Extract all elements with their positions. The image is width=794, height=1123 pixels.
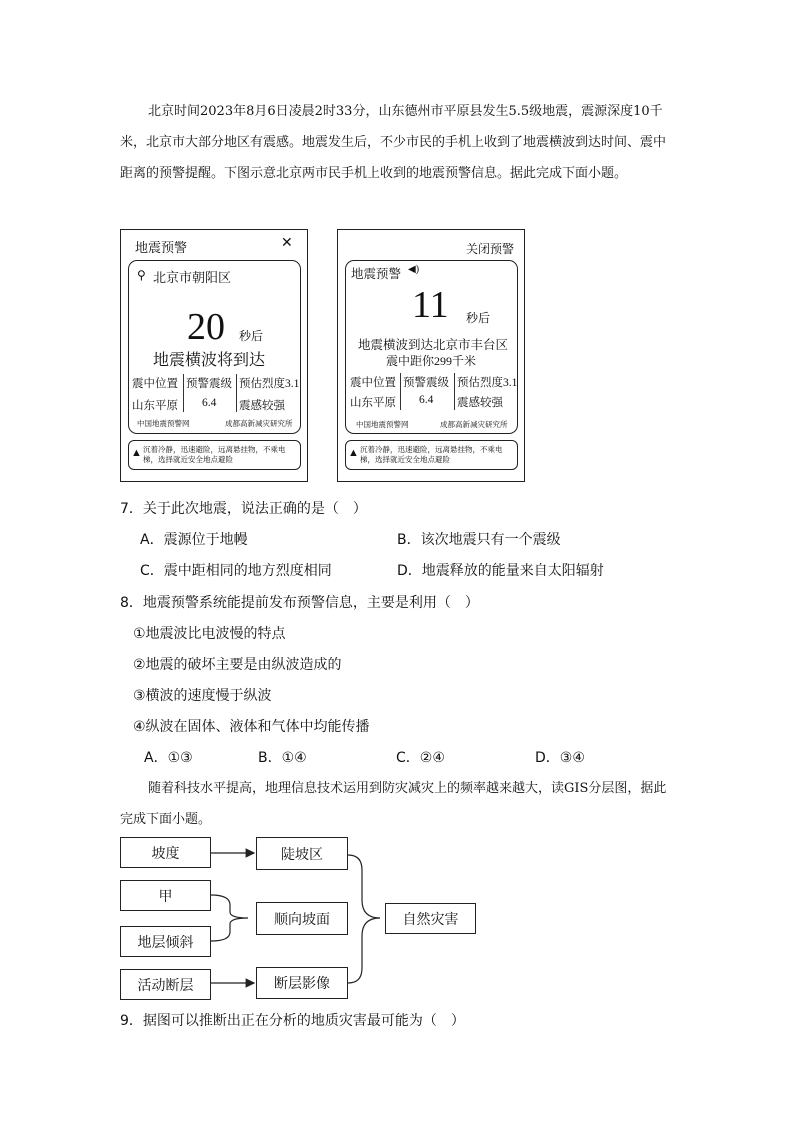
phone2-title: 地震预警 — [351, 267, 402, 281]
brace-jia-strata — [211, 895, 248, 941]
phone1-location: 北京市朝阳区 — [153, 270, 232, 285]
warning-icon: ▲ — [131, 447, 142, 459]
q8-option-b[interactable]: B．①④ — [258, 750, 307, 766]
q8-statement-1: ①地震波比电波慢的特点 — [133, 626, 286, 642]
box-jia: 甲 — [120, 880, 211, 911]
phone1-footer-left: 中国地震预警网 — [137, 419, 190, 428]
phone2-col2-head: 预警震级 — [403, 377, 449, 389]
phone1-headline: 地震横波将到达 — [153, 352, 266, 369]
box-natural-disaster: 自然灾害 — [385, 903, 476, 934]
q7-option-c[interactable]: C．震中距相同的地方烈度相同 — [140, 563, 332, 579]
q8-stem: 8．地震预警系统能提前发布预警信息，主要是利用（ ） — [120, 595, 479, 611]
q7-option-d[interactable]: D．地震释放的能量来自太阳辐射 — [397, 563, 604, 579]
close-icon[interactable]: ✕ — [281, 236, 293, 251]
phone2-distance: 震中距你299千米 — [386, 354, 477, 368]
phone2-footer-left: 中国地震预警网 — [356, 420, 409, 429]
box-strata-tilt: 地层倾斜 — [120, 926, 211, 957]
q8-statement-2: ②地震的破坏主要是由纵波造成的 — [133, 657, 342, 673]
phone1-col1-head: 震中位置 — [132, 378, 178, 390]
box-slope: 坡度 — [120, 837, 211, 868]
phone1-col2-head: 预警震级 — [186, 378, 232, 390]
phone1-footer-right: 成都高新减灾研究所 — [225, 419, 293, 428]
phone2-warning-text: 沉着冷静，迅速避险，远离悬挂物，不乘电梯，选择就近安全地点避险 — [360, 445, 503, 464]
box-fault-image: 断层影像 — [256, 967, 348, 999]
intro-text: 北京时间2023年8月6日凌晨2时33分，山东德州市平原县发生5.5级地震，震源深度10千米，北京市大部分地区有震感。地震发生后，不少市民的手机上收到了地震横波到达时间、震中距离的预警提醒。下图示意北京两市民手机上收到的地震预警信息。据此完成下面小题。 — [120, 104, 667, 181]
phone2-footer-right: 成都高新减灾研究所 — [440, 420, 508, 429]
location-pin-icon: ⚲ — [137, 268, 146, 282]
q8-option-d[interactable]: D．③④ — [535, 750, 585, 766]
phone2-unit: 秒后 — [466, 311, 491, 325]
q8-option-c[interactable]: C．②④ — [396, 750, 445, 766]
phone2-col1-head: 震中位置 — [350, 377, 396, 389]
phone1-seconds: 20 — [187, 306, 225, 348]
close-alert-button[interactable]: 关闭预警 — [466, 242, 515, 256]
q7-option-a[interactable]: A．震源位于地幔 — [140, 532, 248, 548]
phone2-seconds: 11 — [412, 284, 449, 326]
phone1-title: 地震预警 — [135, 240, 188, 255]
intro2-text: 随着科技水平提高，地理信息技术运用到防灾减灾上的频率越来越大，读GIS分层图，据此完成下面小题。 — [120, 781, 667, 827]
speaker-icon: ◀) — [408, 264, 420, 275]
box-steep-slope: 陡坡区 — [256, 837, 348, 870]
phone2-col3-val: 震感较强 — [457, 397, 503, 409]
phone1-col3-head: 预估烈度3.1 — [239, 378, 300, 390]
phone2-headline: 地震横波到达北京市丰台区 — [358, 338, 509, 352]
q9-stem: 9．据图可以推断出正在分析的地质灾害最可能为（ ） — [120, 1013, 465, 1029]
q8-option-a[interactable]: A．①③ — [144, 750, 193, 766]
brace-to-disaster — [348, 855, 380, 983]
phone1-unit: 秒后 — [239, 329, 264, 343]
q7-option-b[interactable]: B．该次地震只有一个震级 — [397, 532, 561, 548]
q8-statement-4: ④纵波在固体、液体和气体中均能传播 — [133, 719, 370, 735]
phone2-col2-val: 6.4 — [419, 394, 434, 406]
phone2-col1-val: 山东平原 — [350, 397, 396, 409]
phone1-col2-val: 6.4 — [202, 397, 217, 409]
box-dip-slope: 顺向坡面 — [256, 902, 348, 935]
phone1-warning-text: 沉着冷静，迅速避险，远离悬挂物，不乘电梯，选择就近安全地点避险 — [143, 445, 286, 464]
phone1-col3-val: 震感较强 — [239, 400, 285, 412]
phone2-col3-head: 预估烈度3.1 — [457, 377, 518, 389]
phone1-col1-val: 山东平原 — [132, 400, 178, 412]
warning-icon: ▲ — [348, 447, 359, 459]
box-active-fault: 活动断层 — [120, 969, 211, 1000]
q8-statement-3: ③横波的速度慢于纵波 — [133, 688, 272, 704]
q7-stem: 7．关于此次地震，说法正确的是（ ） — [120, 501, 367, 517]
